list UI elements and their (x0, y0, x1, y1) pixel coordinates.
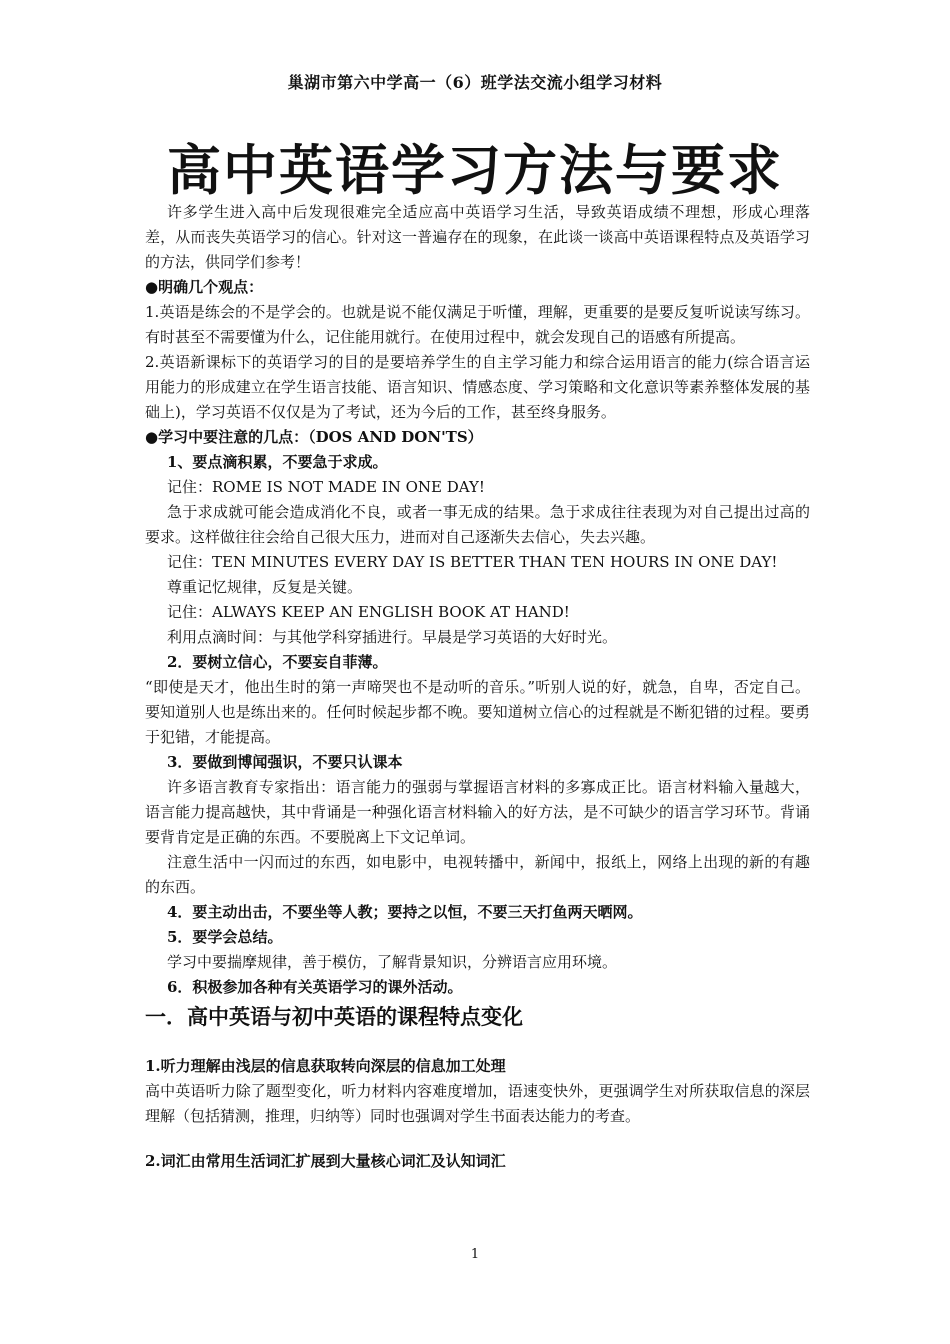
page-number: 1 (470, 1247, 480, 1262)
note-1-title: 1、要点滴积累，不要急于求成。 (167, 453, 388, 471)
note-3-line-2: 注意生活中一闪而过的东西，如电影中，电视转播中，新闻中，报纸上，网络上出现的新的有趣的东西。 (145, 853, 810, 896)
section-1-heading: 一．高中英语与初中英语的课程特点变化 (145, 1004, 523, 1029)
section-1-sub-1-text: 高中英语听力除了题型变化，听力材料内容难度增加，语速变快外，更强调学生对所获取信息的深层理解（包括猜测，推理，归纳等）同时也强调对学生书面表达能力的考查。 (145, 1082, 810, 1125)
note-1-line-6: 利用点滴时间：与其他学科穿插进行。早晨是学习英语的大好时光。 (167, 628, 618, 646)
section-1-sub-2-title: 2.词汇由常用生活词汇扩展到大量核心词汇及认知词汇 (145, 1152, 506, 1170)
page-header: 巢湖市第六中学高一（6）班学法交流小组学习材料 (287, 73, 663, 92)
spacer (145, 1129, 810, 1149)
page-title: 高中英语学习方法与要求 (167, 138, 783, 202)
spacer (145, 1034, 810, 1054)
note-6-title: 6．积极参加各种有关英语学习的课外活动。 (167, 978, 463, 996)
viewpoints-heading: ●明确几个观点： (145, 278, 264, 296)
document-body (145, 200, 810, 1174)
note-2-title: 2．要树立信心，不要妄自菲薄。 (167, 653, 388, 671)
viewpoint-1: 1.英语是练会的不是学会的。也就是说不能仅满足于听懂，理解，更重要的是要反复听说读写练习。有时甚至不需要懂为什么，记住能用就行。在使用过程中，就会发现自己的语感有所提高。 (145, 303, 810, 346)
notes-heading: ●学习中要注意的几点：（DOS AND DON'TS） (145, 428, 483, 446)
intro-paragraph: 许多学生进入高中后发现很难完全适应高中英语学习生活，导致英语成绩不理想，形成心理落差，从而丧失英语学习的信心。针对这一普遍存在的现象，在此谈一谈高中英语课程特点及英语学习的方法，供同学们参考！ (145, 203, 810, 271)
viewpoint-2: 2.英语新课标下的英语学习的目的是要培养学生的自主学习能力和综合运用语言的能力(综合语言运用能力的形成建立在学生语言技能、语言知识、情感态度、学习策略和文化意识等素养整体发展的基础上)，学习英语不仅仅是为了考试，还为今后的工作，甚至终身服务。 (145, 353, 810, 421)
note-3-title: 3．要做到博闻强识，不要只认课本 (167, 753, 403, 771)
note-1-line-1: 记住：ROME IS NOT MADE IN ONE DAY! (167, 478, 485, 496)
note-1-line-3: 记住：TEN MINUTES EVERY DAY IS BETTER THAN TEN HOURS IN ONE DAY! (167, 553, 778, 571)
note-5-title: 5．要学会总结。 (167, 928, 283, 946)
note-3-line-1: 许多语言教育专家指出：语言能力的强弱与掌握语言材料的多寡成正比。语言材料输入量越大，语言能力提高越快，其中背诵是一种强化语言材料输入的好方法，是不可缺少的语言学习环节。背诵要背肯定是正确的东西。不要脱离上下文记单词。 (145, 778, 810, 846)
section-1-sub-1-title: 1.听力理解由浅层的信息获取转向深层的信息加工处理 (145, 1057, 506, 1075)
note-2-line-1: “即使是天才，他出生时的第一声啼哭也不是动听的音乐。”听别人说的好，就急，自卑，否定自己。要知道别人也是练出来的。任何时候起步都不晚。要知道树立信心的过程就是不断犯错的过程。要勇于犯错，才能提高。 (145, 678, 810, 746)
note-1-line-2: 急于求成就可能会造成消化不良，或者一事无成的结果。急于求成往往表现为对自己提出过高的要求。这样做往往会给自己很大压力，进而对自己逐渐失去信心，失去兴趣。 (145, 503, 810, 546)
note-5-line-1: 学习中要揣摩规律，善于模仿，了解背景知识，分辨语言应用环境。 (167, 953, 618, 971)
note-1-line-4: 尊重记忆规律，反复是关键。 (167, 578, 363, 596)
note-4-title: 4．要主动出击，不要坐等人教；要持之以恒，不要三天打鱼两天晒网。 (167, 903, 643, 921)
note-1-line-5: 记住：ALWAYS KEEP AN ENGLISH BOOK AT HAND! (167, 603, 570, 621)
